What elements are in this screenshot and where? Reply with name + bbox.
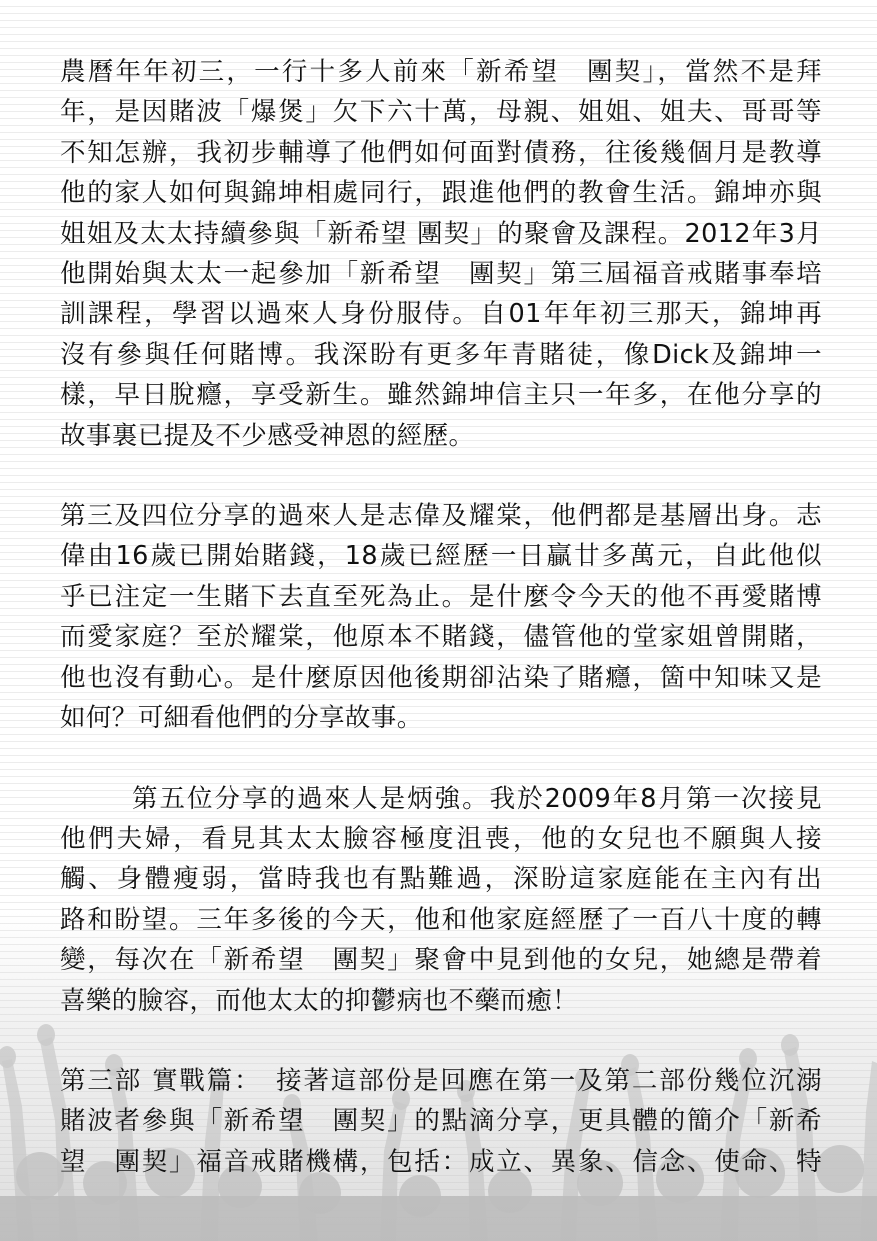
paragraph-gap (60, 456, 822, 496)
text-line: 沒有參與任何賭博。我深盼有更多年青賭徒，像Dick及錦坤一 (60, 339, 822, 370)
paragraph-3 (60, 779, 822, 1021)
text-line: 訓課程，學習以過來人身份服侍。自01年年初三那天，錦坤再 (60, 299, 822, 330)
paragraph-2 (60, 496, 822, 738)
text-line: 不知怎辦，我初步輔導了他們如何面對債務，往後幾個月是教導 (60, 137, 822, 168)
text-line: 故事裏已提及不少感受神恩的經歷。 (60, 420, 475, 451)
text-line: 望 團契」福音戒賭機構，包括：成立、異象、信念、使命、特 (60, 1146, 822, 1177)
text-line: 姐姐及太太持續參與「新希望 團契」的聚會及課程。2012年3月 (60, 218, 822, 249)
text-line: 偉由16歲已開始賭錢，18歲已經歷一日贏廿多萬元，自此他似 (60, 541, 822, 572)
text-line: 年，是因賭波「爆煲」欠下六十萬，母親、姐姐、姐夫、哥哥等 (60, 97, 822, 128)
text-line: 路和盼望。三年多後的今天，他和他家庭經歷了一百八十度的轉 (60, 904, 822, 935)
paragraph-4 (60, 1061, 822, 1182)
text-line: 農曆年年初三，一行十多人前來「新希望 團契」，當然不是拜 (60, 57, 822, 87)
paragraph-gap (60, 739, 822, 779)
text-line: 喜樂的臉容，而他太太的抑鬱病也不藥而癒！ (60, 985, 579, 1016)
paragraph-gap (60, 1021, 822, 1061)
text-line: 樣，早日脫癮，享受新生。雖然錦坤信主只一年多，在他分享的 (60, 380, 822, 411)
text-line: 他也沒有動心。是什麼原因他後期卻沾染了賭癮，箇中知味又是 (60, 662, 822, 693)
text-line: 第三及四位分享的過來人是志偉及耀棠，他們都是基層出身。志 (60, 501, 822, 532)
text-line: 他們夫婦，看見其太太臉容極度沮喪，他的女兒也不願與人接 (60, 823, 822, 854)
text-line: 第三部 實戰篇： 接著這部份是回應在第一及第二部份幾位沉溺 (60, 1065, 822, 1096)
text-line: 觸、身體瘦弱，當時我也有點難過，深盼這家庭能在主內有出 (60, 864, 822, 895)
text-line: 第五位分享的過來人是炳強。我於2009年8月第一次接見 (132, 783, 822, 814)
text-line: 而愛家庭？至於耀棠，他原本不賭錢，儘管他的堂家姐曾開賭， (60, 622, 822, 653)
text-line: 他的家人如何與錦坤相處同行，跟進他們的教會生活。錦坤亦與 (60, 178, 822, 209)
text-line: 如何？可細看他們的分享故事。 (60, 703, 423, 734)
text-line: 變，每次在「新希望 團契」聚會中見到他的女兒，她總是帶着 (60, 945, 822, 976)
paragraph-1 (60, 52, 822, 456)
text-line: 賭波者參與「新希望 團契」的點滴分享，更具體的簡介「新希 (60, 1106, 822, 1137)
text-line: 乎已注定一生賭下去直至死為止。是什麼令今天的他不再愛賭博 (60, 581, 822, 612)
document-body (60, 52, 822, 1182)
text-line: 他開始與太太一起參加「新希望 團契」第三屆福音戒賭事奉培 (60, 259, 822, 290)
